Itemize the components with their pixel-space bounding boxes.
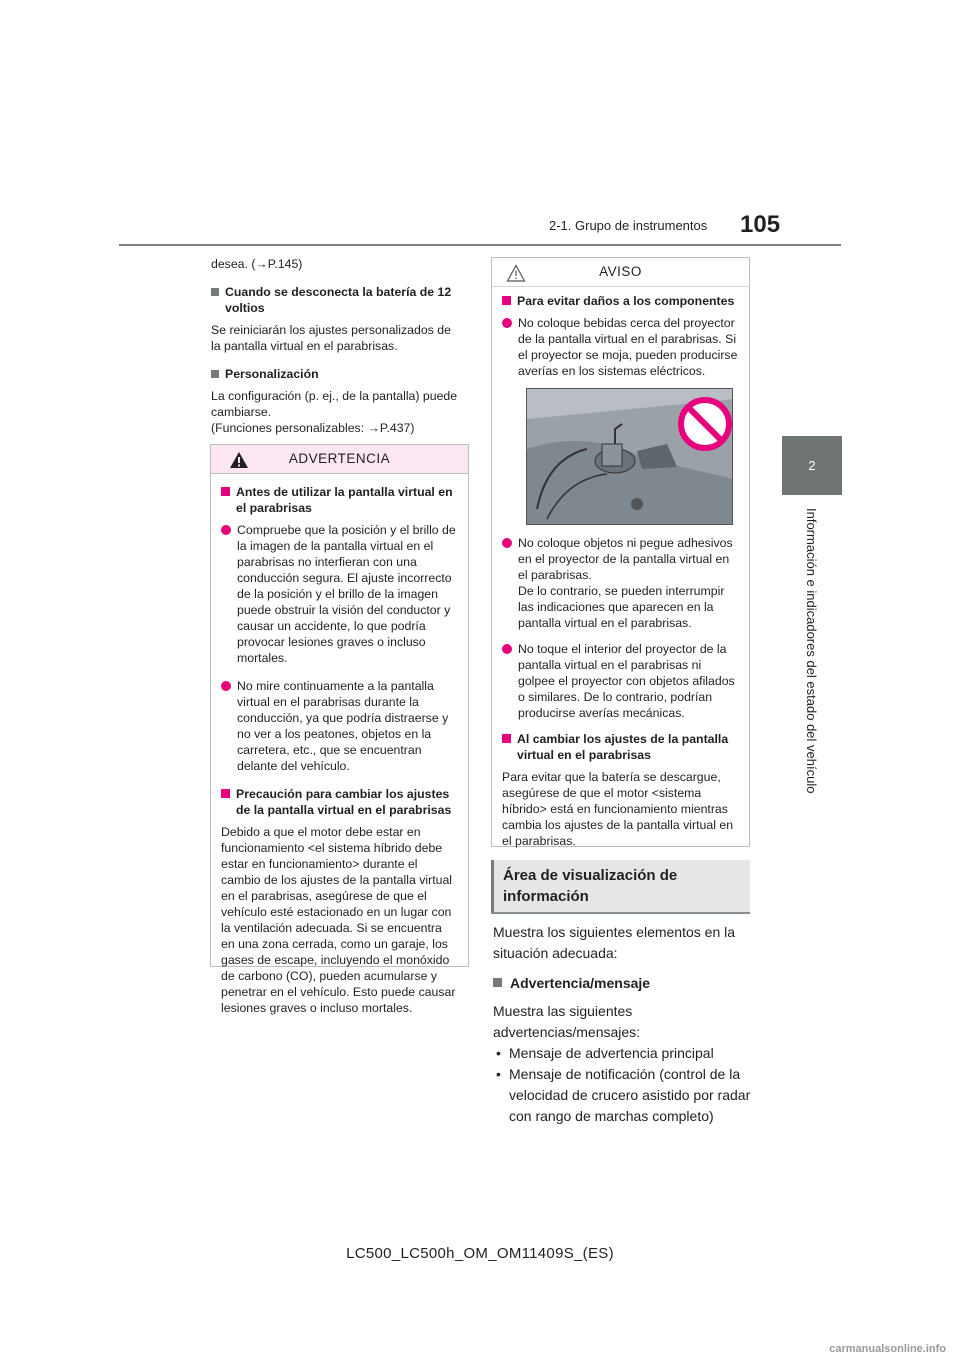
header-rule [119, 244, 841, 246]
warning-item-2: No mire continuamente a la pantalla virtual en el parabrisas durante la conducción, ya que podría distraerse y no ver a los peatones, objetos en la carretera, etc., que se encuentran delante del vehículo. [221, 678, 458, 774]
custom-heading: Personalización [211, 366, 461, 382]
square-bullet-icon [493, 978, 502, 987]
left-column-text [211, 256, 461, 436]
section-intro: Muestra los siguientes elementos en la situación adecuada: [493, 924, 736, 961]
battery-heading: Cuando se desconecta la batería de 12 voltios [211, 284, 461, 316]
notice-box [491, 257, 750, 847]
notice-triangle-icon [506, 264, 526, 282]
square-bullet-icon [211, 370, 219, 378]
pink-square-icon [502, 734, 511, 743]
chapter-tab[interactable]: 2 [782, 436, 842, 495]
square-bullet-icon [211, 288, 219, 296]
notice-item-2: No coloque objetos ni pegue adhesivos en el proyector de la pantalla virtual en el parabrisas. [502, 535, 739, 583]
notice-heading-1: Para evitar daños a los componentes [502, 293, 739, 309]
warning-header: ADVERTENCIA [211, 445, 468, 474]
watermark: carmanualsonline.info [829, 1343, 946, 1355]
footer-code: LC500_LC500h_OM_OM11409S_(ES) [346, 1245, 614, 1262]
warning-box [210, 444, 469, 1015]
warning-paragraph-2: Debido a que el motor debe estar en funcionamiento <el sistema híbrido debe estar en funcionamiento> durante el cambio de los ajustes de la pantalla virtual en el parabrisas, asegúrese de que el vehículo esté estacionado en un lugar con la ventilación adecuada. Si se encuentra en una zona cerrada, como un garaje, los gases de escape, incluyendo el monóxido de carbono (CO), pueden acumularse y penetrar en el vehículo. Esto puede causar lesiones graves o incluso mortales. [221, 825, 456, 1015]
notice-heading-2: Al cambiar los ajustes de la pantalla virtual en el parabrisas [502, 731, 739, 763]
projector-illustration [526, 388, 733, 525]
list-item: • Mensaje de notificación (control de la velocidad de crucero asistido por radar con rango de marchas completo) [493, 1064, 758, 1127]
projector-drink-prohibited-icon [527, 389, 733, 525]
section-title: Área de visualización de información [491, 860, 750, 914]
notice-item-2-continued: De lo contrario, se pueden interrumpir las indicaciones que aparecen en la pantalla virtual en el parabrisas. [518, 584, 725, 630]
pink-dot-icon [221, 681, 231, 691]
page-number: 105 [740, 211, 781, 238]
warning-heading-2: Precaución para cambiar los ajustes de la pantalla virtual en el parabrisas [221, 786, 458, 818]
bullet-dot-icon: • [496, 1045, 501, 1061]
warning-triangle-icon [229, 451, 249, 469]
pink-dot-icon [221, 525, 231, 535]
header-section-title: 2-1. Grupo de instrumentos [549, 218, 708, 233]
right-column-text [493, 922, 758, 1127]
pink-square-icon [221, 789, 230, 798]
battery-text: Se reiniciarán los ajustes personalizados de la pantalla virtual en el parabrisas. [211, 323, 451, 353]
pink-square-icon [221, 487, 230, 496]
notice-header: AVISO [492, 258, 749, 287]
section-lead: Muestra las siguientes advertencias/mensajes: [493, 1003, 641, 1040]
notice-paragraph-2: Para evitar que la batería se descargue, asegúrese de que el motor <sistema híbrido> está en funcionamiento mientras cambia los ajustes de la pantalla virtual en el parabrisas. [502, 770, 734, 848]
section-title-bar [491, 860, 494, 912]
pink-dot-icon [502, 644, 512, 654]
list-item: • Mensaje de advertencia principal [493, 1043, 758, 1064]
pink-dot-icon [502, 318, 512, 328]
notice-item-1: No coloque bebidas cerca del proyector de la pantalla virtual en el parabrisas. Si el proyector se moja, pueden producirse averías en los sistemas eléctricos. [502, 315, 739, 379]
custom-text: La configuración (p. ej., de la pantalla) puede cambiarse. [211, 389, 458, 419]
warning-heading-1: Antes de utilizar la pantalla virtual en el parabrisas [221, 484, 458, 516]
custom-reference: (Funciones personalizables: →P.437) [211, 421, 415, 435]
intro-text: desea. (→P.145) [211, 257, 303, 271]
bullet-dot-icon: • [496, 1066, 501, 1082]
chapter-title-vertical: Información e indicadores del estado del vehículo [804, 508, 819, 794]
warning-item-1: Compruebe que la posición y el brillo de la imagen de la pantalla virtual en el parabrisas no interfieran con una conducción segura. El ajuste incorrecto de la posición y el brillo de la imagen puede obstruir la visión del conductor y causar un accidente, lo que podría provocar lesiones graves o incluso mortales. [221, 522, 458, 666]
warning-message-heading: Advertencia/mensaje [493, 973, 758, 994]
notice-item-3: No toque el interior del proyector de la pantalla virtual en el parabrisas ni golpee el proyector con objetos afilados o similares. De lo contrario, podrían producirse averías mecánicas. [502, 641, 739, 721]
pink-square-icon [502, 296, 511, 305]
pink-dot-icon [502, 538, 512, 548]
